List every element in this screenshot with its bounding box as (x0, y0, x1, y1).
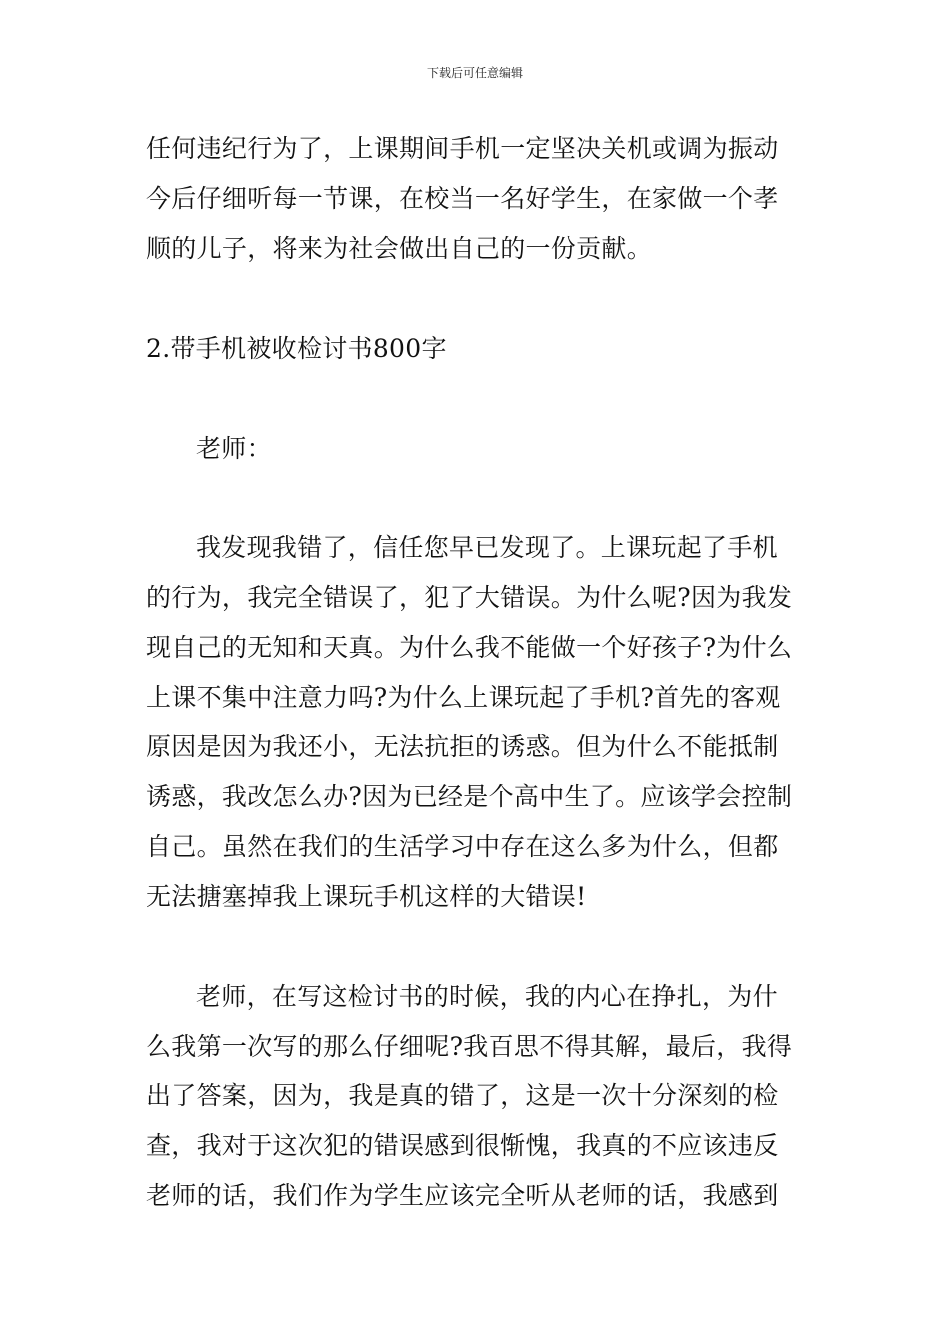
body-line: 出了答案，因为，我是真的错了，这是一次十分深刻的检 (146, 1081, 779, 1110)
salutation: 老师： (196, 434, 272, 463)
body-line: 老师，在写这检讨书的时候，我的内心在挣扎，为什 (196, 982, 778, 1011)
body-line: 原因是因为我还小，无法抗拒的诱惑。但为什么不能抵制 (146, 732, 779, 761)
section-heading: 2.带手机被收检讨书800字 (146, 334, 447, 363)
body-line: 的行为，我完全错误了，犯了大错误。为什么呢?因为我发 (146, 583, 793, 612)
body-line: 无法搪塞掉我上课玩手机这样的大错误! (146, 882, 587, 911)
body-line: 么我第一次写的那么仔细呢?我百思不得其解，最后，我得 (146, 1032, 793, 1061)
body-line: 查，我对于这次犯的错误感到很惭愧，我真的不应该违反 (146, 1131, 779, 1160)
body-line: 老师的话，我们作为学生应该完全听从老师的话，我感到 (146, 1181, 779, 1210)
body-line: 上课不集中注意力吗?为什么上课玩起了手机?首先的客观 (146, 683, 781, 712)
body-line: 我发现我错了，信任您早已发现了。上课玩起了手机 (196, 533, 778, 562)
body-line: 自己。虽然在我们的生活学习中存在这么多为什么，但都 (146, 832, 779, 861)
body-line: 诱惑，我改怎么办?因为已经是个高中生了。应该学会控制 (146, 782, 793, 811)
body-line: 现自己的无知和天真。为什么我不能做一个好孩子?为什么 (146, 633, 793, 662)
body-line: 今后仔细听每一节课，在校当一名好学生，在家做一个孝 (146, 184, 779, 213)
body-line: 任何违纪行为了，上课期间手机一定坚决关机或调为振动 (146, 134, 779, 163)
body-line: 顺的儿子，将来为社会做出自己的一份贡献。 (146, 234, 653, 263)
page-header: 下载后可任意编辑 (426, 66, 523, 80)
